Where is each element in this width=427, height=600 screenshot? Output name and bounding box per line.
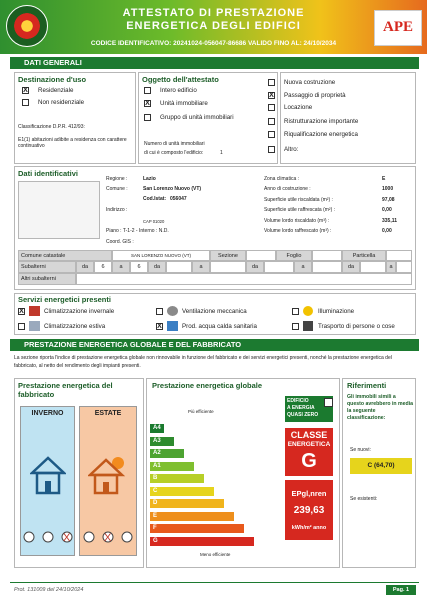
prestazione-description: La sezione riporta l'indice di prestazione energetica globale non rinnovabile in funzione del fabbricato e dei servizi energetici presenti, nonché la prestazione energetica del fabbricato, al netto del rendimento degli impianti presenti.	[14, 355, 392, 369]
sub-da-label: da	[76, 261, 94, 273]
dati-identificativi-title: Dati identificativi	[18, 169, 79, 178]
sub-cell-4	[264, 261, 294, 273]
trasporto-checkbox[interactable]	[292, 323, 299, 330]
nzeb-line3: QUASI ZERO	[287, 412, 319, 418]
ventilazione-checkbox[interactable]	[156, 308, 163, 315]
gruppo-checkbox[interactable]	[144, 114, 151, 121]
vol-raff-value: 0,00	[382, 228, 392, 234]
comune-catastale-label: Comune catastale	[18, 250, 112, 261]
sub-a-label: a	[112, 261, 130, 273]
anno-label: Anno di costruzione :	[264, 186, 311, 192]
inverno-label: INVERNO	[31, 410, 64, 417]
sup-raff-value: 0,00	[382, 207, 392, 213]
sezione-value	[246, 250, 276, 261]
energy-class-bar-g: G	[150, 537, 254, 546]
globale-title: Prestazione energetica globale	[152, 381, 263, 390]
riqualificazione-checkbox[interactable]	[268, 131, 275, 138]
anno-value: 1000	[382, 186, 394, 192]
unita-immobiliare-label: Unità immobiliare	[160, 100, 208, 107]
riferimenti-title: Riferimenti	[347, 381, 387, 390]
piu-efficiente-label: Più efficiente	[188, 409, 214, 414]
ristrutturazione-label: Ristrutturazione importante	[284, 118, 359, 125]
clima-est-label: Climatizzazione estiva	[44, 323, 106, 330]
foglio-value	[312, 250, 342, 261]
energy-class-bar-c: C	[150, 487, 214, 496]
gruppo-label: Gruppo di unità immobiliari	[160, 114, 234, 121]
meno-efficiente-label: Meno efficiente	[200, 552, 231, 557]
air-conditioner-icon	[29, 321, 40, 331]
intero-edificio-label: Intero edificio	[160, 87, 197, 94]
code-line: CODICE IDENTIFICATIVO: 20241024-056047-86686 VALIDO FINO AL: 24/10/2034	[90, 40, 337, 47]
numero-value: 1	[220, 150, 223, 156]
title-line-1: ATTESTATO DI PRESTAZIONE	[122, 7, 305, 19]
altri-subalterni-value	[76, 273, 412, 285]
sup-risc-label: Superficie utile riscaldata (m²) :	[264, 197, 333, 203]
ep-unit: kWh/m² anno	[291, 525, 327, 531]
fan-icon	[167, 306, 178, 316]
cap-value: CAP 01020	[143, 219, 165, 224]
clima-est-checkbox[interactable]	[18, 323, 25, 330]
inverno-smiley-row	[22, 530, 74, 544]
zona-value: E	[382, 176, 386, 182]
servizi-title: Servizi energetici presenti	[18, 295, 111, 304]
intero-edificio-checkbox[interactable]	[144, 87, 151, 94]
lightbulb-icon	[303, 306, 313, 316]
sub-cell-2	[166, 261, 192, 273]
vol-risc-value: 335,11	[382, 218, 398, 224]
footer-rule	[10, 582, 419, 583]
destinazione-box	[14, 72, 136, 164]
energy-class-bar-a4: A4	[150, 424, 164, 433]
trasporto-label: Trasporto di persone o cose	[318, 323, 395, 330]
riqualificazione-label: Riqualificazione energetica	[284, 131, 358, 138]
classe-value: G	[301, 450, 317, 472]
footer-page: Pag. 1	[386, 585, 416, 595]
classe-line2: ENERGETICA	[287, 441, 331, 448]
energy-class-bar-f: F	[150, 524, 244, 533]
sub-to-value: 6	[130, 261, 148, 273]
fabbricato-title: Prestazione energetica del fabbricato	[18, 381, 113, 399]
ep-value: 239,63	[293, 505, 325, 516]
sub-da-label-2: da	[148, 261, 166, 273]
clima-inv-label: Climatizzazione invernale	[44, 308, 115, 315]
passaggio-checkbox[interactable]: X	[269, 92, 274, 99]
house-summer-icon	[88, 455, 128, 495]
destinazione-title: Destinazione d'uso	[18, 75, 87, 84]
regione-label: Regione :	[106, 176, 128, 182]
coord-label: Coord. GIS :	[106, 239, 134, 245]
residenziale-checkbox[interactable]: X	[23, 87, 28, 94]
foglio-label: Foglio	[276, 250, 312, 261]
sup-risc-value: 97,08	[382, 197, 395, 203]
sezione-label: Sezione	[210, 250, 246, 261]
vol-raff-label: Volume lordo raffrescato (m³) :	[264, 228, 332, 234]
regione-value: Lazio	[143, 176, 156, 182]
classificazione-label: Classificazione D.P.R. 412/93:	[18, 124, 85, 130]
zona-label: Zona climatica :	[264, 176, 300, 182]
riferimenti-text: Gli immobili simili a questo avrebbero in media la seguente classificazione:	[347, 394, 414, 421]
shower-icon	[167, 321, 178, 331]
svg-text:X: X	[63, 532, 71, 544]
acqua-checkbox[interactable]: X	[157, 323, 162, 330]
illuminazione-checkbox[interactable]	[292, 308, 299, 315]
sub-a-label-3: a	[294, 261, 312, 273]
radiator-icon	[29, 306, 40, 316]
se-nuovi-label: Se nuovi:	[350, 447, 371, 453]
energy-class-bar-b: B	[150, 474, 204, 483]
energy-class-bar-a1: A1	[150, 462, 194, 471]
numero-label-2: di cui è composto l'edificio:	[144, 150, 204, 156]
nzeb-line2: A ENERGIA	[287, 405, 315, 411]
altri-subalterni-label: Altri subalterni	[18, 273, 76, 285]
codistat-label: Cod.Istat:	[143, 196, 167, 202]
svg-text:X: X	[104, 532, 112, 544]
sub-cell-3	[210, 261, 246, 273]
house-winter-icon	[30, 455, 66, 495]
locazione-checkbox[interactable]	[268, 104, 275, 111]
altro-checkbox[interactable]	[268, 146, 275, 153]
ventilazione-label: Ventilazione meccanica	[182, 308, 247, 315]
ristrutturazione-checkbox[interactable]	[268, 118, 275, 125]
nuovi-value: C (64,70)	[350, 458, 412, 474]
building-photo-placeholder	[18, 181, 100, 239]
sub-da-label-4: da	[342, 261, 360, 273]
sup-raff-label: Superficie utile raffrescata (m²) :	[264, 207, 336, 213]
comune-catastale-value: SAN LORENZO NUOVO (VT)	[112, 250, 210, 261]
nzeb-checkbox[interactable]	[324, 398, 333, 407]
altro-label: Altro:	[284, 146, 299, 153]
ape-logo: APE	[374, 10, 422, 46]
ep-label: EPgl,nren	[291, 489, 327, 498]
sub-a-label-2: a	[192, 261, 210, 273]
clima-inv-checkbox[interactable]: X	[19, 308, 24, 315]
classificazione-value: E1(1) abitazioni adibite a residenza con carattere continuativo	[18, 137, 127, 149]
residenziale-label: Residenziale	[38, 87, 74, 94]
energy-class-bar-a2: A2	[150, 449, 184, 458]
passaggio-label: Passaggio di proprietà	[284, 92, 346, 99]
acqua-label: Prod. acqua calda sanitaria	[182, 323, 257, 330]
classe-line1: CLASSE	[290, 430, 328, 440]
piano-value: Piano : T-1-2 - Interno : N.D.	[106, 228, 169, 234]
elevator-icon	[303, 321, 313, 331]
sub-da-label-3: da	[246, 261, 264, 273]
illuminazione-label: Illuminazione	[318, 308, 355, 315]
comune-label: Comune :	[106, 186, 128, 192]
footer-prot: Prot. 131009 del 24/10/2024	[14, 587, 84, 593]
sub-from-value: 6	[94, 261, 112, 273]
subalterni-label: Subalterni	[18, 261, 76, 273]
nuova-costruzione-checkbox[interactable]	[268, 79, 275, 86]
energy-class-bar-d: D	[150, 499, 224, 508]
energy-class-bar-e: E	[150, 512, 234, 521]
non-residenziale-label: Non residenziale	[38, 99, 85, 106]
comune-value: San Lorenzo Nuovo (VT)	[143, 186, 202, 192]
sub-cell-6	[360, 261, 386, 273]
nzeb-line1: EDIFICIO	[287, 398, 309, 404]
sub-cell-7	[396, 261, 412, 273]
non-residenziale-checkbox[interactable]	[22, 99, 29, 106]
sub-a-label-4: a	[386, 261, 396, 273]
particella-label: Particella	[342, 250, 386, 261]
numero-label-1: Numero di unità immobiliari	[144, 141, 205, 147]
unita-immobiliare-checkbox[interactable]: X	[145, 100, 150, 107]
nuova-costruzione-label: Nuova costruzione	[284, 79, 336, 86]
particella-value	[386, 250, 412, 261]
codistat-value: 056047	[170, 196, 187, 202]
estate-label: ESTATE	[94, 410, 122, 417]
section-prestazione: PRESTAZIONE ENERGETICA GLOBALE E DEL FABBRICATO	[10, 339, 419, 351]
section-dati-generali: DATI GENERALI	[10, 57, 419, 69]
estate-smiley-row	[82, 530, 134, 544]
se-esistenti-label: Se esistenti:	[350, 496, 378, 502]
sub-cell-5	[312, 261, 342, 273]
energy-class-bar-a3: A3	[150, 437, 174, 446]
energy-class-scale	[150, 424, 275, 554]
oggetto-title: Oggetto dell'attestato	[142, 75, 219, 84]
vol-risc-label: Volume lordo riscaldato (m³) :	[264, 218, 330, 224]
locazione-label: Locazione	[284, 104, 313, 111]
indirizzo-label: Indirizzo :	[106, 207, 128, 213]
esistenti-value	[350, 507, 412, 523]
title-line-2: ENERGETICA DEGLI EDIFICI	[126, 20, 301, 32]
